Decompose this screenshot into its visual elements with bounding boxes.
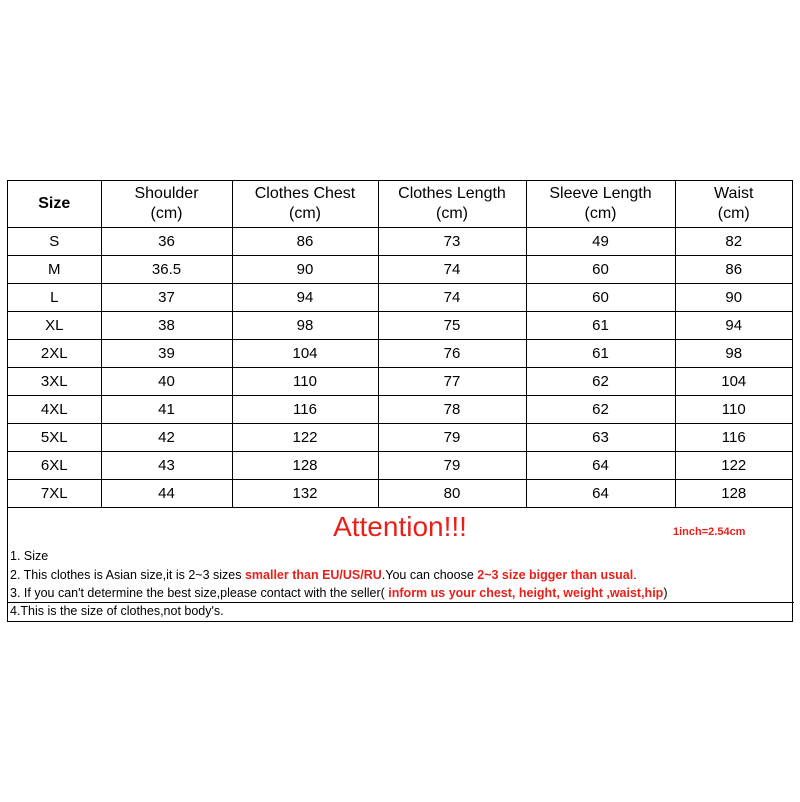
cell-sleeve: 49 bbox=[526, 228, 675, 256]
cell-waist: 82 bbox=[675, 228, 792, 256]
cell-shoulder: 40 bbox=[101, 368, 232, 396]
header-shoulder: Shoulder (cm) bbox=[101, 181, 232, 228]
cell-shoulder: 44 bbox=[101, 480, 232, 508]
cell-size: S bbox=[8, 228, 101, 256]
note-4: 4.This is the size of clothes,not body's. bbox=[8, 602, 794, 618]
table-header-row bbox=[8, 181, 792, 228]
header-size: Size bbox=[8, 181, 101, 228]
size-table bbox=[8, 181, 792, 508]
cell-chest: 110 bbox=[232, 368, 378, 396]
cell-size: M bbox=[8, 256, 101, 284]
table-row bbox=[8, 340, 792, 368]
note-2-highlight-2: 2~3 size bigger than usual bbox=[477, 568, 634, 582]
cell-size: XL bbox=[8, 312, 101, 340]
cell-size: L bbox=[8, 284, 101, 312]
cell-sleeve: 60 bbox=[526, 284, 675, 312]
header-sleeve-length: Sleeve Length (cm) bbox=[526, 181, 675, 228]
header-clothes-length: Clothes Length (cm) bbox=[378, 181, 526, 228]
cell-chest: 94 bbox=[232, 284, 378, 312]
cell-chest: 98 bbox=[232, 312, 378, 340]
cell-size: 2XL bbox=[8, 340, 101, 368]
attention-title: Attention!!! bbox=[333, 511, 467, 542]
cell-waist: 90 bbox=[675, 284, 792, 312]
cell-chest: 90 bbox=[232, 256, 378, 284]
cell-waist: 94 bbox=[675, 312, 792, 340]
cell-length: 78 bbox=[378, 396, 526, 424]
cell-length: 74 bbox=[378, 284, 526, 312]
table-row bbox=[8, 256, 792, 284]
cell-shoulder: 39 bbox=[101, 340, 232, 368]
cell-chest: 122 bbox=[232, 424, 378, 452]
cell-waist: 128 bbox=[675, 480, 792, 508]
note-2: 2. This clothes is Asian size,it is 2~3 sizes smaller than EU/US/RU.You can choose 2~3 size bigger than usual. bbox=[10, 568, 637, 582]
cell-length: 76 bbox=[378, 340, 526, 368]
cell-length: 75 bbox=[378, 312, 526, 340]
table-row bbox=[8, 424, 792, 452]
table-row bbox=[8, 368, 792, 396]
cell-sleeve: 64 bbox=[526, 452, 675, 480]
cell-shoulder: 42 bbox=[101, 424, 232, 452]
table-row bbox=[8, 396, 792, 424]
cell-sleeve: 61 bbox=[526, 312, 675, 340]
cell-sleeve: 63 bbox=[526, 424, 675, 452]
cell-shoulder: 43 bbox=[101, 452, 232, 480]
cell-shoulder: 37 bbox=[101, 284, 232, 312]
cell-chest: 86 bbox=[232, 228, 378, 256]
size-chart bbox=[7, 180, 793, 622]
cell-chest: 132 bbox=[232, 480, 378, 508]
cell-length: 74 bbox=[378, 256, 526, 284]
table-row bbox=[8, 284, 792, 312]
cell-sleeve: 61 bbox=[526, 340, 675, 368]
cell-length: 77 bbox=[378, 368, 526, 396]
cell-length: 73 bbox=[378, 228, 526, 256]
cell-size: 4XL bbox=[8, 396, 101, 424]
cell-chest: 116 bbox=[232, 396, 378, 424]
cell-shoulder: 38 bbox=[101, 312, 232, 340]
cell-waist: 116 bbox=[675, 424, 792, 452]
cell-sleeve: 64 bbox=[526, 480, 675, 508]
inch-conversion: 1inch=2.54cm bbox=[673, 526, 746, 538]
cell-chest: 128 bbox=[232, 452, 378, 480]
cell-length: 80 bbox=[378, 480, 526, 508]
cell-chest: 104 bbox=[232, 340, 378, 368]
notes-section bbox=[8, 507, 792, 621]
note-3: 3. If you can't determine the best size,please contact with the seller( inform us your chest, height, weight ,waist,hip) bbox=[10, 586, 668, 600]
cell-waist: 98 bbox=[675, 340, 792, 368]
cell-waist: 122 bbox=[675, 452, 792, 480]
cell-shoulder: 36.5 bbox=[101, 256, 232, 284]
cell-waist: 110 bbox=[675, 396, 792, 424]
cell-length: 79 bbox=[378, 424, 526, 452]
table-row bbox=[8, 452, 792, 480]
cell-shoulder: 41 bbox=[101, 396, 232, 424]
cell-size: 3XL bbox=[8, 368, 101, 396]
cell-waist: 86 bbox=[675, 256, 792, 284]
cell-sleeve: 60 bbox=[526, 256, 675, 284]
cell-shoulder: 36 bbox=[101, 228, 232, 256]
note-3-highlight: inform us your chest, height, weight ,waist,hip bbox=[388, 586, 664, 600]
cell-size: 6XL bbox=[8, 452, 101, 480]
table-row bbox=[8, 312, 792, 340]
cell-waist: 104 bbox=[675, 368, 792, 396]
header-waist: Waist (cm) bbox=[675, 181, 792, 228]
table-row bbox=[8, 228, 792, 256]
note-2-highlight-1: smaller than EU/US/RU bbox=[244, 568, 382, 582]
table-row bbox=[8, 480, 792, 508]
cell-length: 79 bbox=[378, 452, 526, 480]
cell-size: 5XL bbox=[8, 424, 101, 452]
note-1: 1. Size bbox=[10, 549, 49, 563]
cell-sleeve: 62 bbox=[526, 396, 675, 424]
cell-size: 7XL bbox=[8, 480, 101, 508]
header-clothes-chest: Clothes Chest (cm) bbox=[232, 181, 378, 228]
cell-sleeve: 62 bbox=[526, 368, 675, 396]
